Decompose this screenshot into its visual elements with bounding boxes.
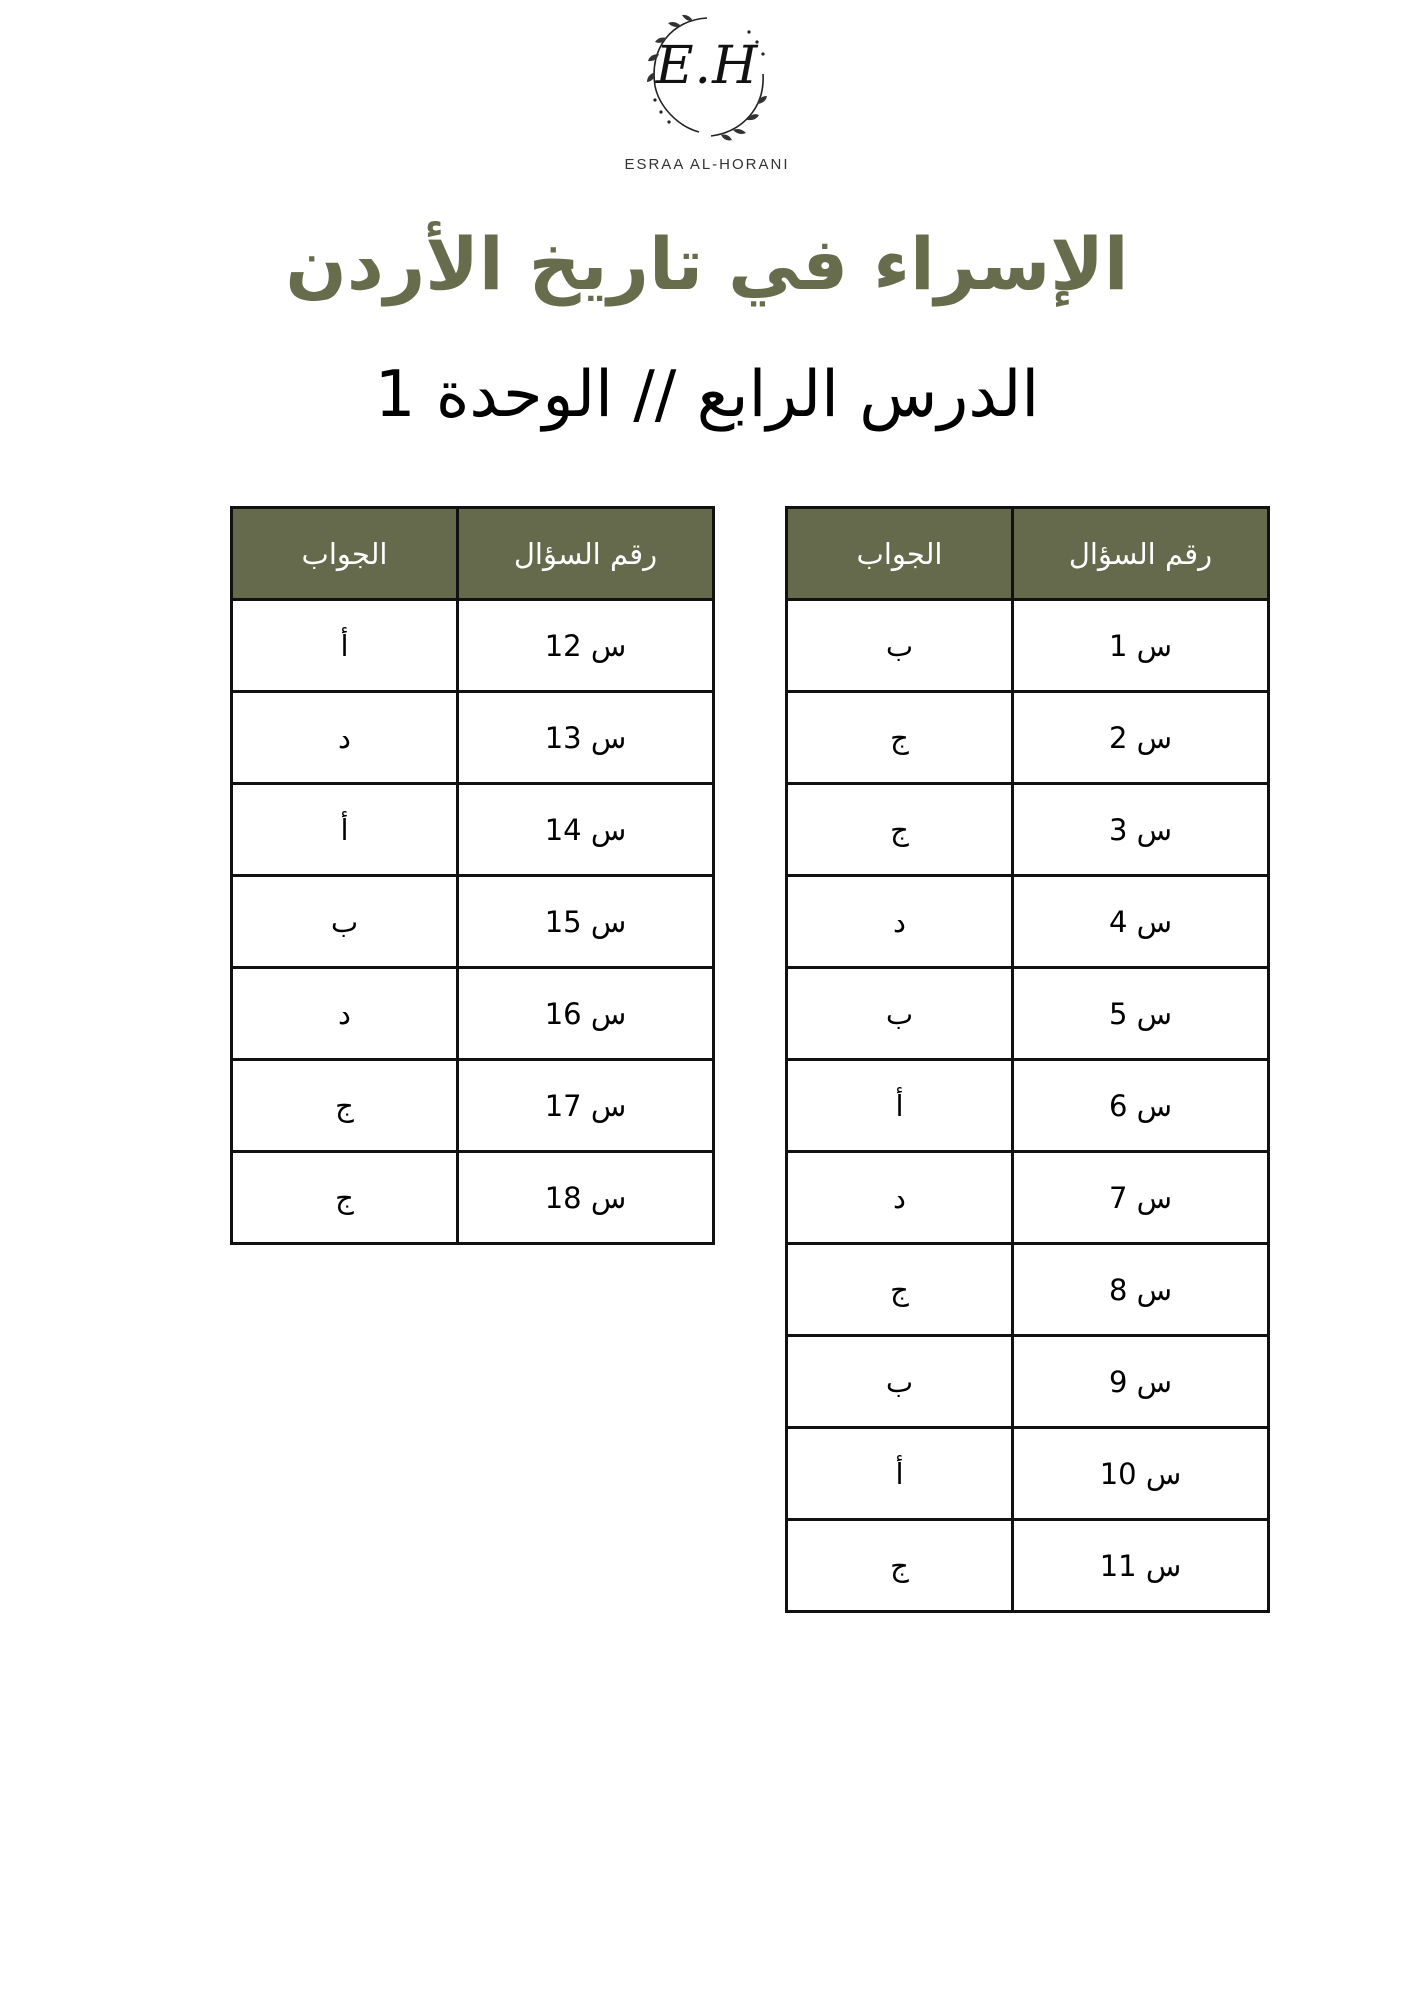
answer-cell: ج (232, 1060, 458, 1152)
table-row (232, 600, 714, 692)
answer-table-2 (230, 506, 715, 1245)
table-row (787, 1336, 1269, 1428)
answer-cell: ج (787, 692, 1013, 784)
question-cell: س 17 (458, 1060, 714, 1152)
table-row (232, 692, 714, 784)
logo (637, 8, 777, 148)
table-header-row (787, 508, 1269, 600)
question-cell: س 3 (1013, 784, 1269, 876)
question-cell: س 8 (1013, 1244, 1269, 1336)
answer-table-1 (785, 506, 1270, 1613)
question-cell: س 2 (1013, 692, 1269, 784)
answer-cell: ج (787, 784, 1013, 876)
table-row (787, 600, 1269, 692)
table-row (787, 1060, 1269, 1152)
table-row (787, 1520, 1269, 1612)
answer-cell: ج (787, 1244, 1013, 1336)
answer-cell: أ (232, 600, 458, 692)
table-row (232, 968, 714, 1060)
question-cell: س 16 (458, 968, 714, 1060)
question-cell: س 12 (458, 600, 714, 692)
answer-cell: ب (787, 600, 1013, 692)
table-row (787, 1428, 1269, 1520)
answer-cell: ب (787, 1336, 1013, 1428)
question-cell: س 10 (1013, 1428, 1269, 1520)
answer-cell: د (787, 1152, 1013, 1244)
answer-cell: أ (787, 1428, 1013, 1520)
page-title: الإسراء في تاريخ الأردن (285, 222, 1129, 306)
answer-cell: أ (787, 1060, 1013, 1152)
question-cell: س 4 (1013, 876, 1269, 968)
logo-monogram: E.H (655, 36, 759, 96)
answer-cell: ج (232, 1152, 458, 1244)
question-cell: س 1 (1013, 600, 1269, 692)
answer-cell: ج (787, 1520, 1013, 1612)
column-header-answer: الجواب (232, 508, 458, 600)
table-row (787, 1152, 1269, 1244)
table-row (232, 1060, 714, 1152)
question-cell: س 14 (458, 784, 714, 876)
question-cell: س 6 (1013, 1060, 1269, 1152)
answer-cell: د (232, 692, 458, 784)
table-row (787, 784, 1269, 876)
column-header-question: رقم السؤال (1013, 508, 1269, 600)
answer-cell: ب (787, 968, 1013, 1060)
answer-cell: د (232, 968, 458, 1060)
question-cell: س 7 (1013, 1152, 1269, 1244)
question-cell: س 9 (1013, 1336, 1269, 1428)
question-cell: س 15 (458, 876, 714, 968)
table-row (787, 876, 1269, 968)
answer-cell: أ (232, 784, 458, 876)
question-cell: س 5 (1013, 968, 1269, 1060)
logo-name: ESRAA AL-HORANI (624, 156, 790, 173)
column-header-answer: الجواب (787, 508, 1013, 600)
page-subtitle: الدرس الرابع // الوحدة 1 (374, 358, 1040, 432)
question-cell: س 13 (458, 692, 714, 784)
table-row (232, 784, 714, 876)
question-cell: س 18 (458, 1152, 714, 1244)
column-header-question: رقم السؤال (458, 508, 714, 600)
table-row (787, 1244, 1269, 1336)
question-cell: س 11 (1013, 1520, 1269, 1612)
answer-cell: د (787, 876, 1013, 968)
table-row (787, 692, 1269, 784)
table-header-row (232, 508, 714, 600)
table-row (232, 1152, 714, 1244)
table-row (232, 876, 714, 968)
table-row (787, 968, 1269, 1060)
answer-cell: ب (232, 876, 458, 968)
